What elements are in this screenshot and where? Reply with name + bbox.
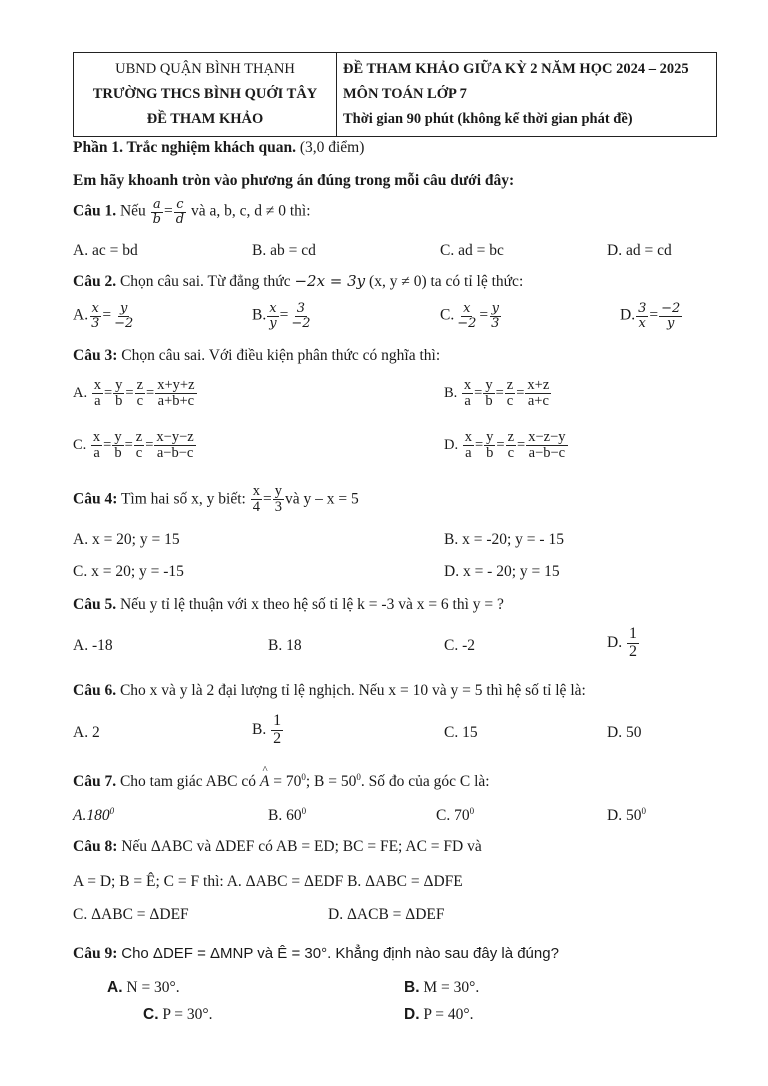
question-9: Câu 9: Cho ΔDEF = ΔMNP và Ê = 30°. Khẳng định nào sau đây là đúng? xyxy=(73,945,559,962)
q4-option-a[interactable]: A. x = 20; y = 15 xyxy=(73,531,180,548)
q1-option-b[interactable]: B. ab = cd xyxy=(252,242,316,259)
school-name: TRƯỜNG THCS BÌNH QUỚI TÂY xyxy=(92,86,318,102)
subject: MÔN TOÁN LỚP 7 xyxy=(343,86,467,102)
q1-option-c[interactable]: C. ad = bc xyxy=(440,242,504,259)
q6-option-a[interactable]: A. 2 xyxy=(73,724,100,741)
q1-option-a[interactable]: A. ac = bd xyxy=(73,242,138,259)
q7-option-b[interactable]: B. $60^0$ xyxy=(268,806,307,825)
q7-option-d[interactable]: D. $50^0$ xyxy=(607,806,646,825)
question-1: Câu 1. Nếu $\frac{a}{b}$ = $\frac{c}{d}$ và a, b, c, d ≠ 0 thì: xyxy=(73,197,311,227)
q2-option-d[interactable]: D. $\frac{3}{x}$ = $\frac{-2}{y}$ xyxy=(620,301,681,331)
q6-option-d[interactable]: D. 50 xyxy=(607,724,642,741)
q5-option-a[interactable]: A. -18 xyxy=(73,637,113,654)
q5-option-d[interactable]: D. $\frac{1}{2}$ xyxy=(607,625,637,660)
q6-option-b[interactable]: B. $\frac{1}{2}$ xyxy=(252,712,282,747)
question-7: Câu 7. Cho tam giác ABC có ^ $A = 70^0$; $B = 50^0$. Số đo của góc C là: xyxy=(73,772,490,791)
question-4: Câu 4: Tìm hai số x, y biết: $\frac{x}{4}$ = $\frac{y}{3}$ và y – x = 5 xyxy=(73,483,359,516)
q4-option-b[interactable]: B. x = -20; y = - 15 xyxy=(444,531,564,548)
question-3: Câu 3: Chọn câu sai. Với điều kiện phân thức có nghĩa thì: xyxy=(73,347,441,364)
q8-option-c[interactable]: C. ΔABC = ΔDEF xyxy=(73,906,189,923)
q3-option-d[interactable]: D. $\frac{x}{a}$ = $\frac{y}{b}$ = $\frac{z}{c}$ = $\frac{x-z-y}{a-b-c}$ xyxy=(444,429,566,462)
q2-option-a[interactable]: A. $\frac{x}{3}$ = $\frac{y}{-2}$ xyxy=(73,301,134,331)
q8-option-d[interactable]: D. ΔACB = ΔDEF xyxy=(328,906,445,923)
q3-option-b[interactable]: B. $\frac{x}{a}$ = $\frac{y}{b}$ = $\frac{z}{c}$ = $\frac{x+z}{a+c}$ xyxy=(444,377,550,410)
q3-option-a[interactable]: A. $\frac{x}{a}$ = $\frac{y}{b}$ = $\frac{z}{c}$ = $\frac{x+y+z}{a+b+c}$ xyxy=(73,377,195,410)
q5-option-c[interactable]: C. -2 xyxy=(444,637,475,654)
q4-option-d[interactable]: D. x = - 20; y = 15 xyxy=(444,563,560,580)
header-left xyxy=(74,53,337,137)
instruction: Em hãy khoanh tròn vào phương án đúng trong mỗi câu dưới đây: xyxy=(73,172,515,189)
question-8-line-2: A = D; B = Ê; C = F thì: A. ΔABC = ΔEDF B. ΔABC = ΔDFE xyxy=(73,873,463,890)
exam-kind: ĐỀ THAM KHẢO xyxy=(146,111,264,127)
duration: Thời gian 90 phút (không kể thời gian phát đề) xyxy=(343,111,633,127)
question-8: Câu 8: Nếu ΔABC và ΔDEF có AB = ED; BC = FE; AC = FD và xyxy=(73,838,482,855)
question-6: Câu 6. Cho x và y là 2 đại lượng tỉ lệ nghịch. Nếu x = 10 và y = 5 thì hệ số tỉ lệ là: xyxy=(73,682,586,699)
part1-heading: Phần 1. Trắc nghiệm khách quan. (3,0 điểm) xyxy=(73,139,365,156)
district-name: UBND QUẬN BÌNH THẠNH xyxy=(115,61,295,77)
question-2: Câu 2. Chọn câu sai. Từ đẳng thức −2x = 3y (x, y ≠ 0) ta có tỉ lệ thức: xyxy=(73,272,524,290)
q7-option-c[interactable]: C. $70^0$ xyxy=(436,806,475,825)
q7-option-a[interactable]: A.180$^0$ xyxy=(73,806,115,825)
exam-header xyxy=(73,52,717,137)
question-5: Câu 5. Nếu y tỉ lệ thuận với x theo hệ số tỉ lệ k = -3 và x = 6 thì y = ? xyxy=(73,596,504,613)
q9-option-c[interactable]: C. P = 30°. xyxy=(143,1006,213,1023)
q2-option-c[interactable]: C. $\frac{x}{-2}$ = $\frac{y}{3}$ xyxy=(440,301,500,331)
q5-option-b[interactable]: B. 18 xyxy=(268,637,302,654)
q3-option-c[interactable]: C. $\frac{x}{a}$ = $\frac{y}{b}$ = $\frac{z}{c}$ = $\frac{x-y-z}{a-b-c}$ xyxy=(73,429,194,462)
q9-option-d[interactable]: D. P = 40°. xyxy=(404,1006,474,1023)
q9-option-b[interactable]: B. M = 30°. xyxy=(404,979,480,996)
header-right xyxy=(337,53,717,137)
q4-option-c[interactable]: C. x = 20; y = -15 xyxy=(73,563,184,580)
q2-option-b[interactable]: B. $\frac{x}{y}$ = $\frac{3}{-2}$ xyxy=(252,301,311,331)
q6-option-c[interactable]: C. 15 xyxy=(444,724,478,741)
q1-option-d[interactable]: D. ad = cd xyxy=(607,242,672,259)
q9-option-a[interactable]: A. N = 30°. xyxy=(107,979,180,996)
exam-title: ĐỀ THAM KHẢO GIỮA KỲ 2 NĂM HỌC 2024 – 2025 xyxy=(343,61,689,77)
